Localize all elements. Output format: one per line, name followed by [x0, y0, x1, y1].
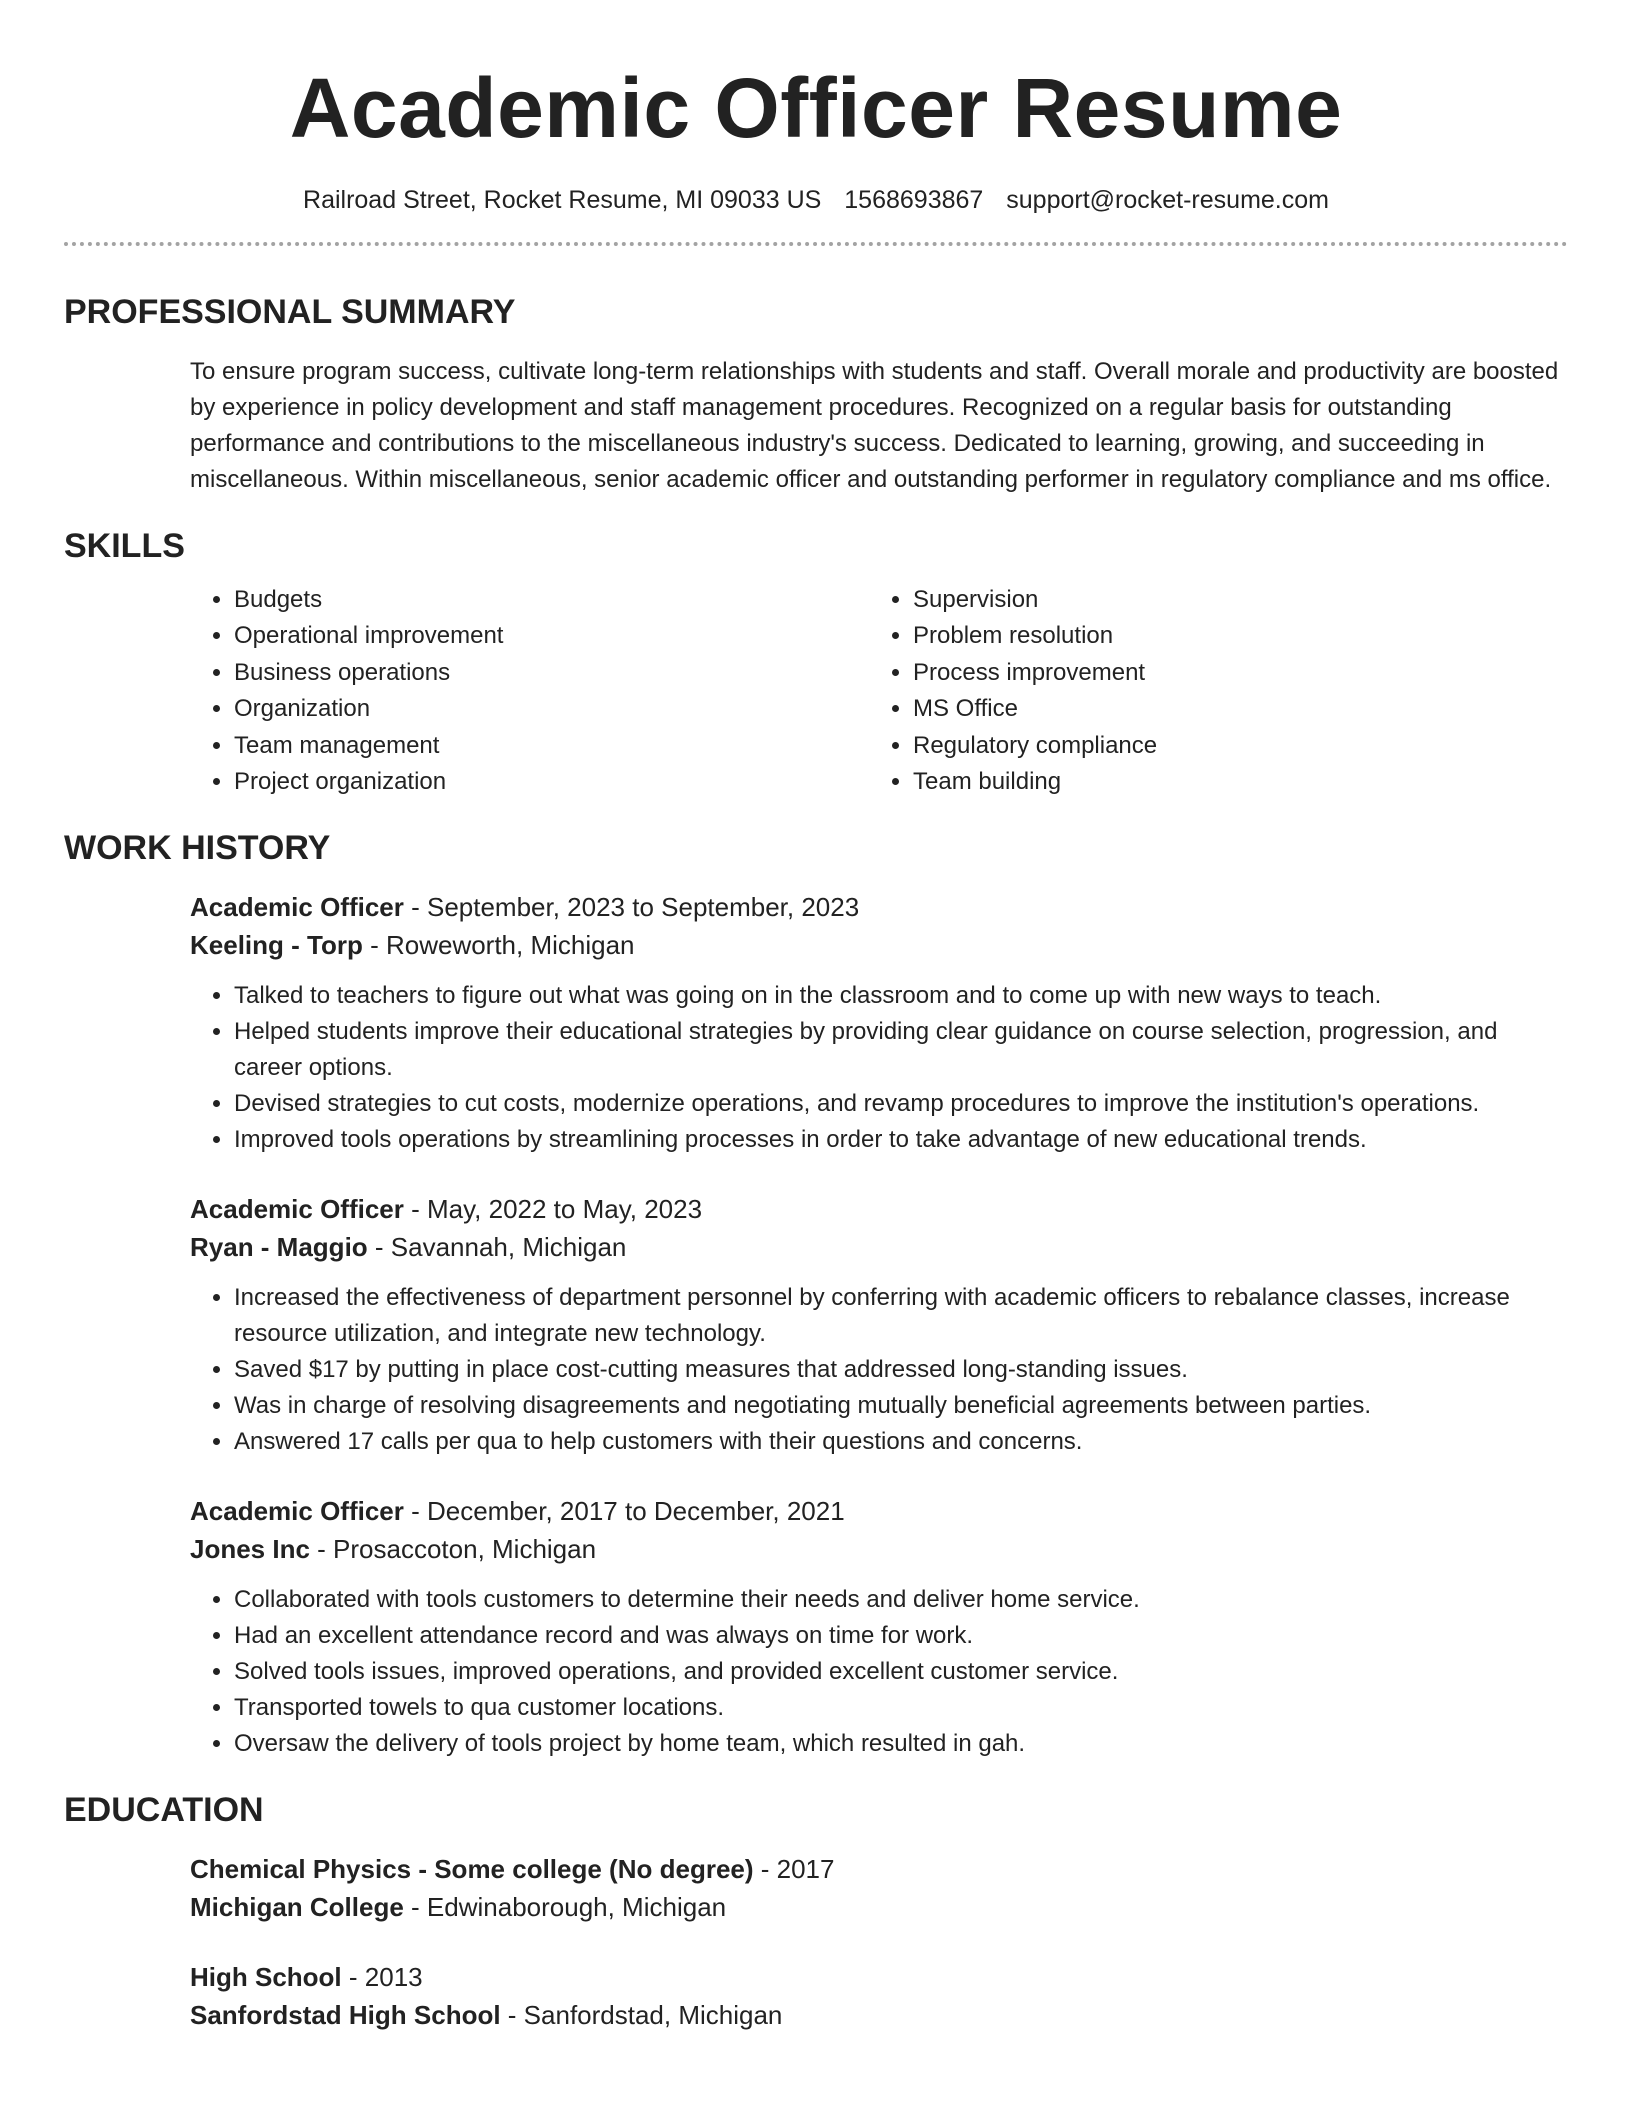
job-dates: - September, 2023 to September, 2023	[403, 892, 860, 923]
education-location: - Sanfordstad, Michigan	[500, 2000, 783, 2031]
education-entry	[190, 1958, 1568, 2034]
job-bullet: • Increased the effectiveness of department personnel by conferring with academic officers to rebalance classes, increase resource utilization, and integrate new technology.	[234, 1280, 1568, 1352]
job-company: Keeling - Torp	[190, 930, 363, 961]
skill-item: • Organization	[234, 691, 869, 727]
education-year: - 2017	[753, 1854, 835, 1885]
skill-item: • Problem resolution	[913, 618, 1548, 654]
education-heading: EDUCATION	[64, 1791, 264, 1830]
job-bullet: • Solved tools issues, improved operations, and provided excellent customer service.	[234, 1654, 1568, 1690]
summary-heading: PROFESSIONAL SUMMARY	[64, 293, 516, 331]
job-entry	[190, 888, 1568, 1158]
job-location: - Roweworth, Michigan	[362, 930, 635, 961]
education-entry	[190, 1850, 1568, 1926]
job-bullets	[190, 1280, 1568, 1460]
job-location: - Savannah, Michigan	[367, 1232, 627, 1263]
skills-list	[190, 582, 1568, 800]
job-bullet: • Saved $17 by putting in place cost-cutting measures that addressed long-standing issues.	[234, 1352, 1568, 1388]
job-title: Academic Officer	[190, 892, 404, 923]
resume-title: Academic Officer Resume	[289, 61, 1343, 155]
education-school: Sanfordstad High School	[190, 2000, 501, 2031]
education-school-line	[190, 1888, 1568, 1926]
job-bullet: • Was in charge of resolving disagreements and negotiating mutually beneficial agreements between parties.	[234, 1388, 1568, 1424]
contact-phone: 1568693867	[844, 186, 984, 214]
skill-item: • Business operations	[234, 655, 869, 691]
skill-item: • Supervision	[913, 582, 1548, 618]
summary-text: To ensure program success, cultivate long-term relationships with students and staff. Overall morale and productivity are boosted by experience in policy development and staff management procedures. Recognized on a regular basis for outstanding performance and contributions to the miscellaneous industry's success. Dedicated to learning, growing, and succeeding in miscellaneous. Within miscellaneous, senior academic officer and outstanding performer in regulatory compliance and ms office.	[190, 358, 1559, 493]
skill-item: • Process improvement	[913, 655, 1548, 691]
skills-section	[190, 582, 1568, 800]
skill-item: • Project organization	[234, 764, 869, 800]
job-bullet: • Improved tools operations by streamlining processes in order to take advantage of new educational trends.	[234, 1122, 1568, 1158]
job-title: Academic Officer	[190, 1194, 404, 1225]
education-degree: Chemical Physics - Some college (No degree)	[190, 1854, 754, 1885]
header-divider	[64, 242, 1568, 246]
job-bullet: • Devised strategies to cut costs, modernize operations, and revamp procedures to improve the institution's operations.	[234, 1086, 1568, 1122]
skills-column-right	[869, 582, 1548, 800]
job-bullet: • Answered 17 calls per qua to help customers with their questions and concerns.	[234, 1424, 1568, 1460]
job-bullet: • Had an excellent attendance record and was always on time for work.	[234, 1618, 1568, 1654]
skill-item: • Operational improvement	[234, 618, 869, 654]
job-company: Jones Inc	[190, 1534, 310, 1565]
education-degree-line	[190, 1850, 1568, 1888]
resume-page	[64, 0, 1568, 2034]
job-title-line	[190, 1492, 1568, 1530]
skills-heading: SKILLS	[64, 527, 185, 565]
job-dates: - December, 2017 to December, 2021	[403, 1496, 845, 1527]
contact-address: Railroad Street, Rocket Resume, MI 09033 US	[303, 186, 822, 214]
skill-item: • Regulatory compliance	[913, 728, 1548, 764]
education-school: Michigan College	[190, 1892, 404, 1923]
job-bullet: • Helped students improve their educational strategies by providing clear guidance on course selection, progression, and career options.	[234, 1014, 1568, 1086]
skill-item: • MS Office	[913, 691, 1548, 727]
job-company-line	[190, 1228, 1568, 1266]
education-degree-line	[190, 1958, 1568, 1996]
job-bullet: • Transported towels to qua customer locations.	[234, 1690, 1568, 1726]
job-company-line	[190, 1530, 1568, 1568]
job-entry	[190, 1190, 1568, 1460]
job-bullet: • Collaborated with tools customers to determine their needs and deliver home service.	[234, 1582, 1568, 1618]
job-company: Ryan - Maggio	[190, 1232, 368, 1263]
job-bullets	[190, 978, 1568, 1158]
contact-line	[64, 184, 1568, 216]
job-location: - Prosaccoton, Michigan	[309, 1534, 597, 1565]
skill-item: • Team management	[234, 728, 869, 764]
job-bullets	[190, 1582, 1568, 1762]
skills-column-left	[190, 582, 869, 800]
education-degree: High School	[190, 1962, 342, 1993]
skill-item: • Budgets	[234, 582, 869, 618]
skill-item: • Team building	[913, 764, 1548, 800]
job-title-line	[190, 888, 1568, 926]
job-title-line	[190, 1190, 1568, 1228]
education-school-line	[190, 1996, 1568, 2034]
education-year: - 2013	[341, 1962, 423, 1993]
job-bullet: • Oversaw the delivery of tools project by home team, which resulted in gah.	[234, 1726, 1568, 1762]
job-title: Academic Officer	[190, 1496, 404, 1527]
work-heading: WORK HISTORY	[64, 829, 331, 868]
education-location: - Edwinaborough, Michigan	[403, 1892, 727, 1923]
job-bullet: • Talked to teachers to figure out what was going on in the classroom and to come up with new ways to teach.	[234, 978, 1568, 1014]
job-entry	[190, 1492, 1568, 1762]
job-company-line	[190, 926, 1568, 964]
job-dates: - May, 2022 to May, 2023	[403, 1194, 703, 1225]
summary-section	[190, 354, 1568, 498]
contact-email: support@rocket-resume.com	[1006, 186, 1329, 214]
